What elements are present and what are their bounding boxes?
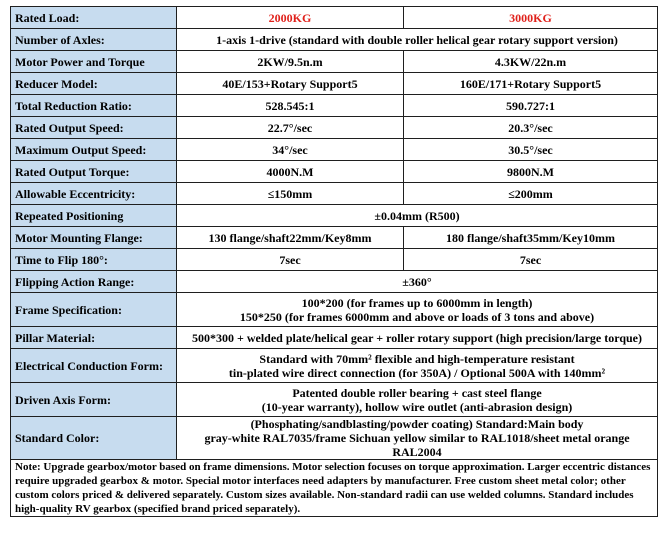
row-frame — [11, 293, 658, 327]
flange-value-2000: 130 flange/shaft22mm/Key8mm — [177, 227, 404, 249]
color-label: Standard Color: — [11, 417, 177, 460]
reducer-label: Reducer Model: — [11, 73, 177, 95]
motor-value-3000: 4.3KW/22n.m — [404, 51, 658, 73]
row-rated-speed — [11, 117, 658, 139]
row-flip-range — [11, 271, 658, 293]
conduction-line-1: Standard with 70mm² flexible and high-temperature resistant — [259, 351, 575, 366]
frame-label: Frame Specification: — [11, 293, 177, 327]
driven-line-2: (10-year warranty), hollow wire outlet (anti-abrasion design) — [261, 399, 573, 414]
row-color — [11, 417, 658, 460]
conduction-line-2: tin-plated wire direct connection (for 350A) / Optional 500A with 140mm² — [228, 365, 606, 380]
row-ratio — [11, 95, 658, 117]
row-flip-time — [11, 249, 658, 271]
flip-time-value-2000: 7sec — [177, 249, 404, 271]
reducer-value-2000: 40E/153+Rotary Support5 — [177, 73, 404, 95]
flange-value-3000: 180 flange/shaft35mm/Key10mm — [404, 227, 658, 249]
driven-line-1: Patented double roller bearing + cast steel flange — [292, 385, 542, 400]
flip-time-value-3000: 7sec — [404, 249, 658, 271]
ratio-value-2000: 528.545:1 — [177, 95, 404, 117]
row-conduction — [11, 349, 658, 383]
eccentricity-value-2000: ≤150mm — [177, 183, 404, 205]
row-note — [11, 460, 658, 517]
spec-table — [10, 6, 658, 517]
row-max-speed — [11, 139, 658, 161]
color-line-2: gray-white RAL7035/frame Sichuan yellow similar to RAL1018/sheet metal orange RAL2004 — [204, 431, 630, 459]
flange-label: Motor Mounting Flange: — [11, 227, 177, 249]
ratio-value-3000: 590.727:1 — [404, 95, 658, 117]
frame-line-2: 150*250 (for frames 6000mm and above or loads of 3 tons and above) — [239, 309, 595, 324]
color-line-1: (Phosphating/sandblasting/powder coating) Standard:Main body — [250, 417, 584, 431]
row-pillar — [11, 327, 658, 349]
row-eccentricity — [11, 183, 658, 205]
positioning-label: Repeated Positioning — [11, 205, 177, 227]
row-reducer — [11, 73, 658, 95]
reducer-value-3000: 160E/171+Rotary Support5 — [404, 73, 658, 95]
rated-load-label: Rated Load: — [11, 7, 177, 29]
axles-value: 1-axis 1-drive (standard with double roller helical gear rotary support version) — [177, 29, 658, 51]
pillar-label: Pillar Material: — [11, 327, 177, 349]
color-value — [177, 417, 658, 460]
load-2000kg-header: 2000KG — [177, 7, 404, 29]
axles-label: Number of Axles: — [11, 29, 177, 51]
torque-value-2000: 4000N.M — [177, 161, 404, 183]
rated-speed-value-2000: 22.7°/sec — [177, 117, 404, 139]
row-axles — [11, 29, 658, 51]
flip-time-label: Time to Flip 180°: — [11, 249, 177, 271]
row-positioning — [11, 205, 658, 227]
row-flange — [11, 227, 658, 249]
eccentricity-value-3000: ≤200mm — [404, 183, 658, 205]
driven-value — [177, 383, 658, 417]
row-driven — [11, 383, 658, 417]
conduction-value — [177, 349, 658, 383]
ratio-label: Total Reduction Ratio: — [11, 95, 177, 117]
max-speed-value-3000: 30.5°/sec — [404, 139, 658, 161]
motor-label: Motor Power and Torque — [11, 51, 177, 73]
row-rated-load — [11, 7, 658, 29]
torque-label: Rated Output Torque: — [11, 161, 177, 183]
max-speed-value-2000: 34°/sec — [177, 139, 404, 161]
load-3000kg-header: 3000KG — [404, 7, 658, 29]
torque-value-3000: 9800N.M — [404, 161, 658, 183]
flip-range-label: Flipping Action Range: — [11, 271, 177, 293]
pillar-value: 500*300 + welded plate/helical gear + roller rotary support (high precision/large torque) — [177, 327, 658, 349]
frame-value — [177, 293, 658, 327]
rated-speed-value-3000: 20.3°/sec — [404, 117, 658, 139]
row-torque — [11, 161, 658, 183]
rated-speed-label: Rated Output Speed: — [11, 117, 177, 139]
positioning-value: ±0.04mm (R500) — [177, 205, 658, 227]
motor-value-2000: 2KW/9.5n.m — [177, 51, 404, 73]
flip-range-value: ±360° — [177, 271, 658, 293]
eccentricity-label: Allowable Eccentricity: — [11, 183, 177, 205]
spec-sheet — [10, 6, 657, 517]
note-text: Note: Upgrade gearbox/motor based on frame dimensions. Motor selection focuses on torque approximation. Larger eccentric distances require upgraded gearbox & motor. Special motor interfaces need adapters by manufacturer. Free custom sheet metal color; other custom colors priced & delivered separately. Custom sizes available. Non-standard radii can use welded columns. Standard includes high-quality RV gearbox (specified brand priced separately). — [11, 460, 658, 517]
max-speed-label: Maximum Output Speed: — [11, 139, 177, 161]
row-motor — [11, 51, 658, 73]
frame-line-1: 100*200 (for frames up to 6000mm in length) — [301, 295, 533, 310]
driven-label: Driven Axis Form: — [11, 383, 177, 417]
conduction-label: Electrical Conduction Form: — [11, 349, 177, 383]
